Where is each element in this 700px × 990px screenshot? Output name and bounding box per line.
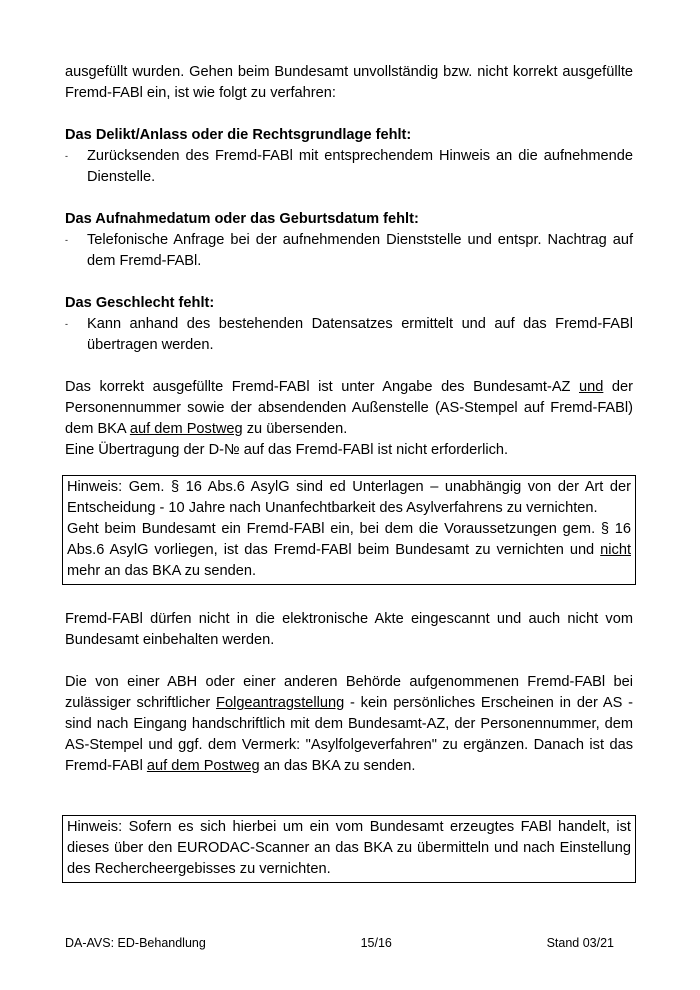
- intro-paragraph: ausgefüllt wurden. Gehen beim Bundesamt unvollständig bzw. nicht korrekt ausgefüllte Fremd-FABl ein, ist wie folgt zu verfahren:: [65, 64, 633, 101]
- underlined-nicht: nicht: [600, 542, 631, 558]
- notice-text: Geht beim Bundesamt ein Fremd-FABl ein, bei dem die Voraussetzungen gem. § 16 Abs.6 AsylG vorliegen, ist das Fremd-FABl beim Bundesamt zu vernichten und nicht mehr an das BKA zu senden.: [67, 521, 631, 579]
- underlined-postweg: auf dem Postweg: [129, 421, 243, 437]
- bullet-mark: -: [65, 235, 68, 245]
- bullet-mark: -: [65, 151, 68, 161]
- paragraph-d-number: Eine Übertragung der D-№ auf das Fremd-FABl ist nicht erforderlich.: [65, 442, 509, 458]
- section-heading-aufnahmedatum: Das Aufnahmedatum oder das Geburtsdatum fehlt:: [65, 211, 419, 227]
- bullet-text: Kann anhand des bestehenden Datensatzes ermittelt und auf das Fremd-FABl übertragen werden.: [87, 316, 633, 353]
- notice-box-eurodac: [62, 815, 636, 883]
- notice-box-retention: [62, 475, 636, 585]
- list-item: [65, 314, 633, 356]
- section-heading-geschlecht: Das Geschlecht fehlt:: [65, 295, 215, 311]
- paragraph-correct-submission: Das korrekt ausgefüllte Fremd-FABl ist unter Angabe des Bundesamt-AZ und der Personennummer sowie der absendenden Außenstelle (AS-Stempel auf Fremd-FABl) dem BKA auf dem Postweg zu übersenden.: [65, 379, 633, 437]
- paragraph-abh: Die von einer ABH oder einer anderen Behörde aufgenommenen Fremd-FABl bei zulässiger schriftlicher Folgeantragstellung - kein persönliches Erscheinen in der AS - sind nach Eingang handschriftlich mit dem Bundesamt-AZ, der Personennummer, dem AS-Stempel und ggf. dem Vermerk: "Asylfolgeverfahren" zu ergänzen. Danach ist das Fremd-FABl auf dem Postweg an das BKA zu senden.: [65, 674, 633, 774]
- underlined-und: und: [579, 379, 604, 395]
- section-heading-delikt: Das Delikt/Anlass oder die Rechtsgrundlage fehlt:: [65, 127, 412, 143]
- page-footer: [65, 933, 614, 954]
- bullet-text: Zurücksenden des Fremd-FABl mit entsprechendem Hinweis an die aufnehmende Dienstelle.: [87, 148, 633, 185]
- document-page: [65, 62, 633, 883]
- underlined-folgeantrag: Folgeantragstellung: [216, 695, 345, 711]
- underlined-postweg: auf dem Postweg: [146, 758, 260, 774]
- footer-page-number: 15/16: [360, 936, 392, 950]
- notice-text: Hinweis: Gem. § 16 Abs.6 AsylG sind ed Unterlagen – unabhängig von der Art der Entscheidung - 10 Jahre nach Unanfechtbarkeit des Asylverfahrens zu vernichten.: [67, 479, 631, 516]
- footer-document-title: DA-AVS: ED-Behandlung: [65, 936, 206, 950]
- paragraph-electronic-file: Fremd-FABl dürfen nicht in die elektronische Akte eingescannt und auch nicht vom Bundesamt einbehalten werden.: [65, 611, 633, 648]
- notice-text: Hinweis: Sofern es sich hierbei um ein vom Bundesamt erzeugtes FABl handelt, ist dieses über den EURODAC-Scanner an das BKA zu übermitteln und nach Einstellung des Rechercheergebisses zu vernichten.: [67, 819, 631, 877]
- bullet-mark: -: [65, 319, 68, 329]
- footer-version: Stand 03/21: [546, 936, 614, 950]
- list-item: [65, 146, 633, 188]
- bullet-text: Telefonische Anfrage bei der aufnehmenden Dienststelle und entspr. Nachtrag auf dem Fremd-FABl.: [87, 232, 633, 269]
- list-item: [65, 230, 633, 272]
